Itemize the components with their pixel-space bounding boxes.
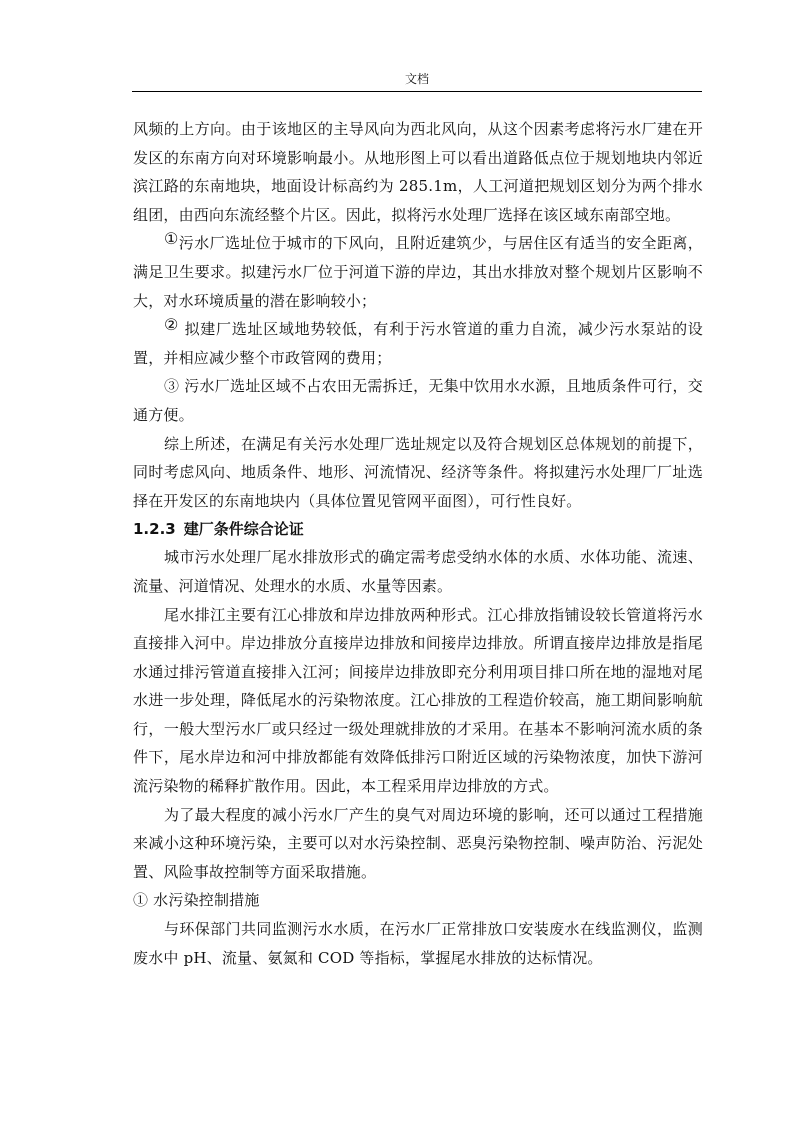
header-title: 文档 — [404, 72, 429, 86]
point-1-text: 污水厂选址位于城市的下风向，且附近建筑少，与居住区有适当的安全距离，满足卫生要求。拟建污水厂位于河道下游的岸边，其出水排放对整个规划片区影响不大，对水环境质量的潜在影响较小； — [133, 234, 704, 310]
paragraph-site-wind: 风频的上方向。由于该地区的主导风向为西北风向，从这个因素考虑将污水厂建在开发区的东南方向对环境影响最小。从地形图上可以看出道路低点位于规划地块内邻近滨江路的东南地块，地面设计标高约为 285.1m，人工河道把规划区划分为两个排水组团，由西向东流经整个片区。因此，拟将污水处理厂选择在该区域东南部空地。 — [133, 120, 703, 224]
section-heading — [133, 515, 703, 543]
paragraph-point-2 — [133, 315, 703, 372]
paragraph-discharge-factors: 城市污水处理厂尾水排放形式的确定需考虑受纳水体的水质、水体功能、流速、流量、河道情况、处理水的水质、水量等因素。 — [133, 548, 703, 595]
paragraph-point-1 — [133, 229, 703, 315]
subheading-water-pollution: ① 水污染控制措施 — [133, 891, 260, 910]
section-title: 建厂条件综合论证 — [183, 520, 304, 539]
paragraph-monitoring: 与环保部门共同监测污水水质，在污水厂正常排放口安装废水在线监测仪，监测废水中 pH、流量、氨氮和 COD 等指标，掌握尾水排放的达标情况。 — [133, 920, 703, 967]
item-marker-2: ② — [164, 315, 180, 335]
paragraph-discharge-forms: 尾水排江主要有江心排放和岸边排放两种形式。江心排放指铺设较长管道将污水直接排入河中。岸边排放分直接岸边排放和间接岸边排放。所谓直接岸边排放是指尾水通过排污管道直接排入江河；间接岸边排放即充分利用项目排口所在地的湿地对尾水进一步处理，降低尾水的污染物浓度。江心排放的工程造价较高，施工期间影响航行，一般大型污水厂或只经过一级处理就排放的才采用。在基本不影响河流水质的条件下，尾水岸边和河中排放都能有效降低排污口附近区域的污染物浓度，加快下游河流污染物的稀释扩散作用。因此，本工程采用岸边排放的方式。 — [133, 605, 703, 796]
page-header — [132, 71, 702, 92]
item-marker-1: ① — [164, 229, 179, 249]
paragraph-point-3: ③ 污水厂选址区域不占农田无需拆迁，无集中饮用水水源，且地质条件可行，交通方便。 — [133, 377, 703, 424]
document-body — [133, 115, 703, 972]
paragraph-odor-measures: 为了最大程度的减小污水厂产生的臭气对周边环境的影响，还可以通过工程措施来减小这种环境污染，主要可以对水污染控制、恶臭污染物控制、噪声防治、污泥处置、风险事故控制等方面采取措施。 — [133, 805, 703, 881]
paragraph-summary: 综上所述，在满足有关污水处理厂选址规定以及符合规划区总体规划的前提下，同时考虑风向、地质条件、地形、河流情况、经济等条件。将拟建污水处理厂厂址选择在开发区的东南地块内（具体位置见管网平面图），可行性良好。 — [133, 434, 703, 510]
point-2-text: 拟建厂选址区域地势较低，有利于污水管道的重力自流，减少污水泵站的设置，并相应减少整个市政管网的费用； — [133, 320, 703, 367]
section-number: 1.2.3 — [133, 520, 176, 539]
